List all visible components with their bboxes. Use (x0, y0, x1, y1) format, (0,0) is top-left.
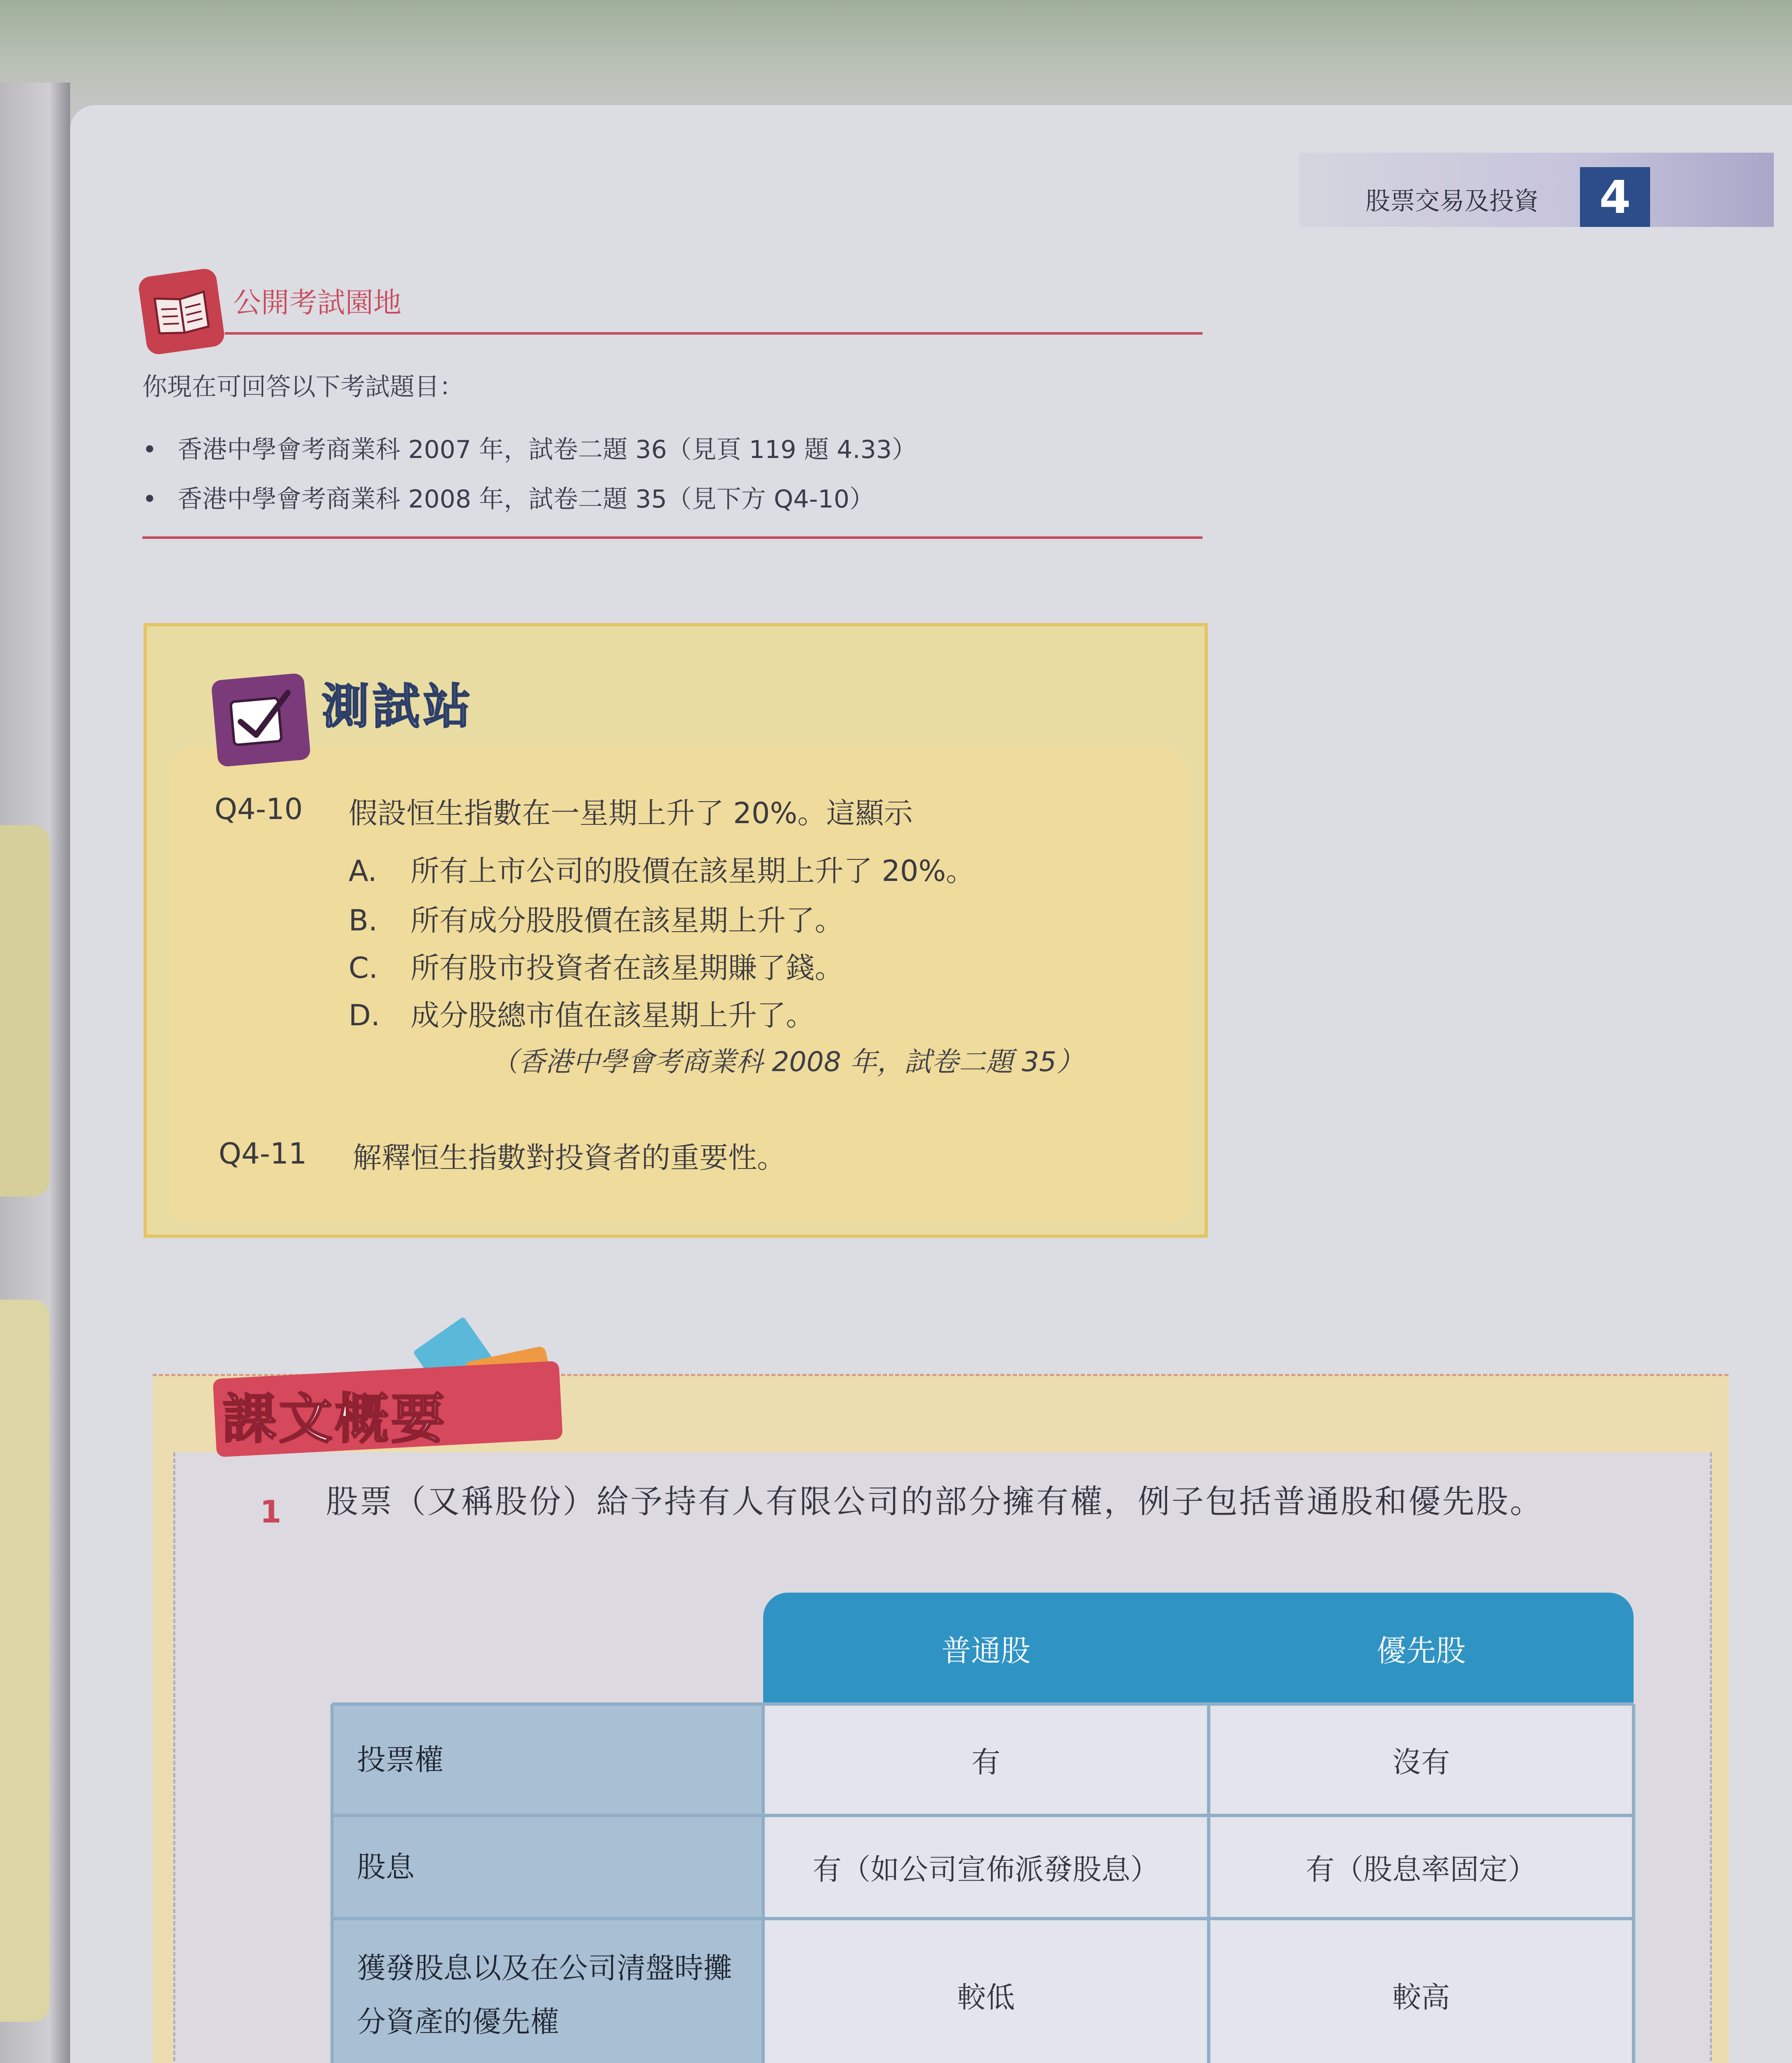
list-item: • 香港中學會考商業科 2007 年，試卷二題 36（見頁 119 題 4.33） (142, 425, 917, 474)
option-c (349, 945, 844, 987)
table-gridline (330, 1704, 334, 2063)
question-source: （香港中學會考商業科 2008 年，試卷二題 35） (491, 1046, 1084, 1078)
question-text: 解釋恒生指數對投資者的重要性。 (353, 1141, 786, 1175)
option-letter: D. (349, 998, 380, 1032)
point-text: 股票（又稱股份）給予持有人有限公司的部分擁有權，例子包括普通股和優先股。 (326, 1483, 1544, 1520)
question-text: 假設恒生指數在一星期上升了 20%。這顯示 (349, 796, 913, 830)
test-station-title: 測試站 (322, 679, 474, 734)
exam-corner-intro: 你現在可回答以下考試題目： (142, 373, 464, 401)
option-letter: C. (349, 951, 378, 985)
table-gridline (332, 1917, 1634, 1920)
table-header-ordinary: 普通股 (763, 1593, 1209, 1704)
book-icon (137, 267, 226, 356)
facing-page-yellow-box (0, 825, 50, 1197)
option-a (349, 848, 975, 890)
chapter-number-badge: 4 (1580, 167, 1650, 227)
exam-reference-list (142, 425, 917, 524)
table-header-preferred: 優先股 (1209, 1593, 1634, 1704)
table-gridline (1207, 1704, 1210, 2063)
question-id: Q4-10 (215, 792, 303, 826)
option-d (349, 992, 815, 1034)
question-id: Q4-11 (219, 1137, 307, 1171)
table-row-label: 獲發股息以及在公司清盤時攤分資產的優先權 (332, 1919, 763, 2063)
option-text: 成分股總市值在該星期上升了。 (410, 998, 815, 1032)
table-cell: 較低 (763, 1919, 1209, 2063)
option-text: 所有成分股股價在該星期上升了。 (410, 904, 844, 937)
facing-page-yellow-box (0, 1300, 50, 2022)
divider (142, 536, 1203, 539)
option-text: 所有上市公司的股價在該星期上升了 20%。 (410, 854, 975, 888)
table-row-label: 股息 (332, 1815, 763, 1919)
summary-title: 課文概要 (223, 1388, 448, 1450)
table-gridline (332, 1814, 1634, 1817)
table-cell: 有（股息率固定） (1209, 1815, 1634, 1919)
table-gridline (332, 1702, 1634, 1706)
checkbox-icon (211, 673, 311, 767)
divider (225, 332, 1203, 335)
table-cell: 沒有 (1209, 1704, 1634, 1815)
table-cell: 有（如公司宣佈派發股息） (763, 1815, 1209, 1919)
table-gridline (1632, 1704, 1635, 2063)
table-gridline (762, 1704, 765, 2063)
running-title: 股票交易及投資 (1365, 187, 1539, 216)
option-b (349, 897, 844, 939)
table-row-label: 投票權 (332, 1704, 763, 1815)
option-text: 所有股市投資者在該星期賺了錢。 (410, 951, 844, 985)
table-cell: 有 (763, 1704, 1209, 1815)
list-item: • 香港中學會考商業科 2008 年，試卷二題 35（見下方 Q4-10） (142, 474, 917, 524)
option-letter: A. (349, 854, 377, 888)
exam-corner-title: 公開考試園地 (233, 287, 402, 319)
option-letter: B. (349, 904, 378, 937)
point-number: 1 (260, 1494, 282, 1530)
table-cell: 較高 (1209, 1919, 1634, 2063)
